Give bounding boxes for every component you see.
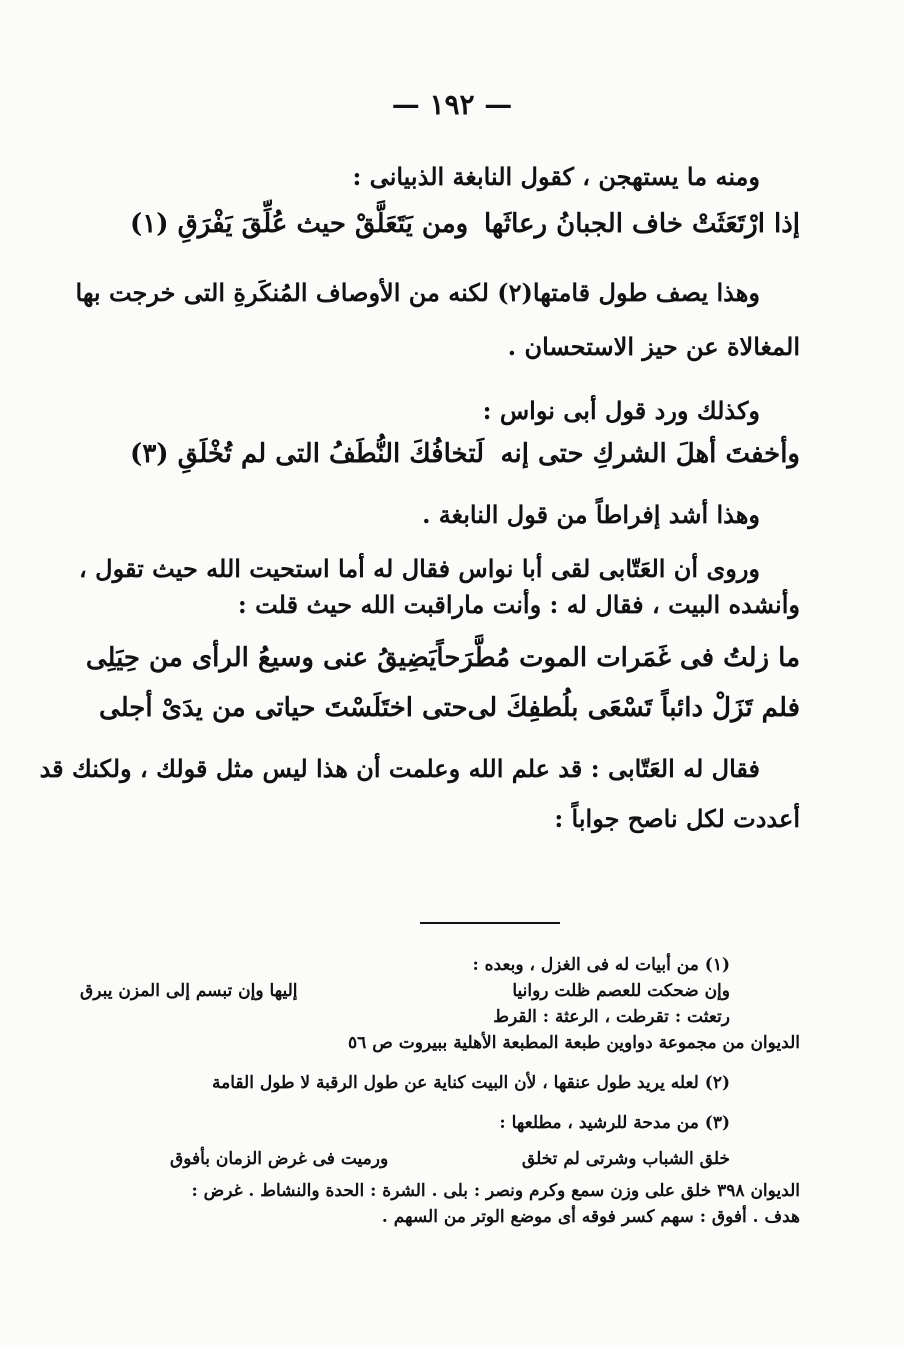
footnote-1-intro: (١) من أبيات له فى الغزل ، وبعده : — [472, 955, 730, 975]
verse-3 — [85, 640, 800, 676]
verse-1-first-hemistich: إذا ارْتَعَثَتْ خاف الجبانُ رعاثَها — [483, 209, 800, 239]
footnote-3-verse-first: خلق الشباب وشرتى لم تخلق — [521, 1149, 730, 1169]
footnotes — [80, 952, 800, 1230]
footnote-1-verse-second: إليها وإن تبسم إلى المزن يبرق — [80, 981, 298, 1001]
abu-nuwas-intro: وكذلك ورد قول أبى نواس : — [482, 396, 760, 425]
closing-line-1: فقال له العَتّابى : قد علم الله وعلمت أن هذا ليس مثل قولك ، ولكنك قد — [39, 754, 760, 783]
story-line-2: وأنشده البيت ، فقال له : وأنت ماراقبت الله حيث قلت : — [237, 590, 800, 619]
verse-3-second-hemistich: يَضِيقُ عنى وسيعُ الرأى من حِيَلِى — [85, 643, 437, 673]
verse-4-first-hemistich: فلم تَزَلْ دائباً تَسْعَى بلُطفِكَ لى — [467, 693, 800, 723]
verse-2 — [130, 436, 800, 472]
comment-1-line-1: وهذا يصف طول قامتها(٢) لكنه من الأوصاف المُنكَرةِ التى خرجت بها — [75, 278, 760, 307]
footnote-3-verse — [170, 1146, 730, 1172]
footnote-1-source: الديوان من مجموعة دواوين طبعة المطبعة الأهلية ببيروت ص ٥٦ — [348, 1033, 800, 1053]
verse-2-second-hemistich: لَتخافُكَ النُّطَفُ التى لم تُخْلَقِ (٣) — [130, 439, 485, 469]
footnote-3-line-2: هدف . أفوق : سهم كسر فوقه أى موضع الوتر من السهم . — [381, 1207, 800, 1227]
verse-4-second-hemistich: حتى اختَلَسْتَ حياتى من يدَىْ أجلى — [99, 693, 468, 723]
closing-line-2: أعددت لكل ناصح جواباً : — [554, 804, 800, 833]
main-text — [39, 160, 800, 836]
verse-1-second-hemistich: ومن يَتَعَلَّقْ حيث عُلِّقَ يَفْرَقِ (١) — [130, 209, 469, 239]
comment-2: وهذا أشد إفراطاً من قول النابغة . — [422, 500, 760, 529]
footnote-1-gloss: رتعثت : تقرطت ، الرعثة : القرط — [493, 1007, 730, 1027]
footnote-2: (٢) لعله يريد طول عنقها ، لأن البيت كناية عن طول الرقبة لا طول القامة — [212, 1073, 730, 1093]
intro-line: ومنه ما يستهجن ، كقول النابغة الذبيانى : — [352, 162, 760, 191]
story-line-1: وروى أن العَتّابى لقى أبا نواس فقال له أما استحيت الله حيث تقول ، — [79, 554, 760, 583]
footnote-1-verse-first: وإن ضحكت للعصم ظلت روانيا — [512, 981, 730, 1001]
page-number: — ١٩٢ — — [391, 88, 513, 121]
footnote-3-line-1: الديوان ٣٩٨ خلق على وزن سمع وكرم ونصر : بلى . الشرة : الحدة والنشاط . غرض : — [191, 1181, 800, 1201]
footnote-1-verse — [80, 978, 730, 1004]
verse-1 — [130, 206, 800, 242]
comment-1-line-2: المغالاة عن حيز الاستحسان . — [507, 332, 800, 361]
verse-2-first-hemistich: وأخفتَ أهلَ الشركِ حتى إنه — [500, 439, 800, 469]
verse-3-first-hemistich: ما زلتُ فى غَمَرات الموت مُطَّرَحاً — [436, 643, 800, 673]
footnote-divider — [420, 922, 560, 924]
verse-4 — [99, 690, 800, 726]
footnote-3-verse-second: ورميت فى غرض الزمان بأفوق — [170, 1149, 389, 1169]
footnote-3-intro: (٣) من مدحة للرشيد ، مطلعها : — [499, 1113, 730, 1133]
